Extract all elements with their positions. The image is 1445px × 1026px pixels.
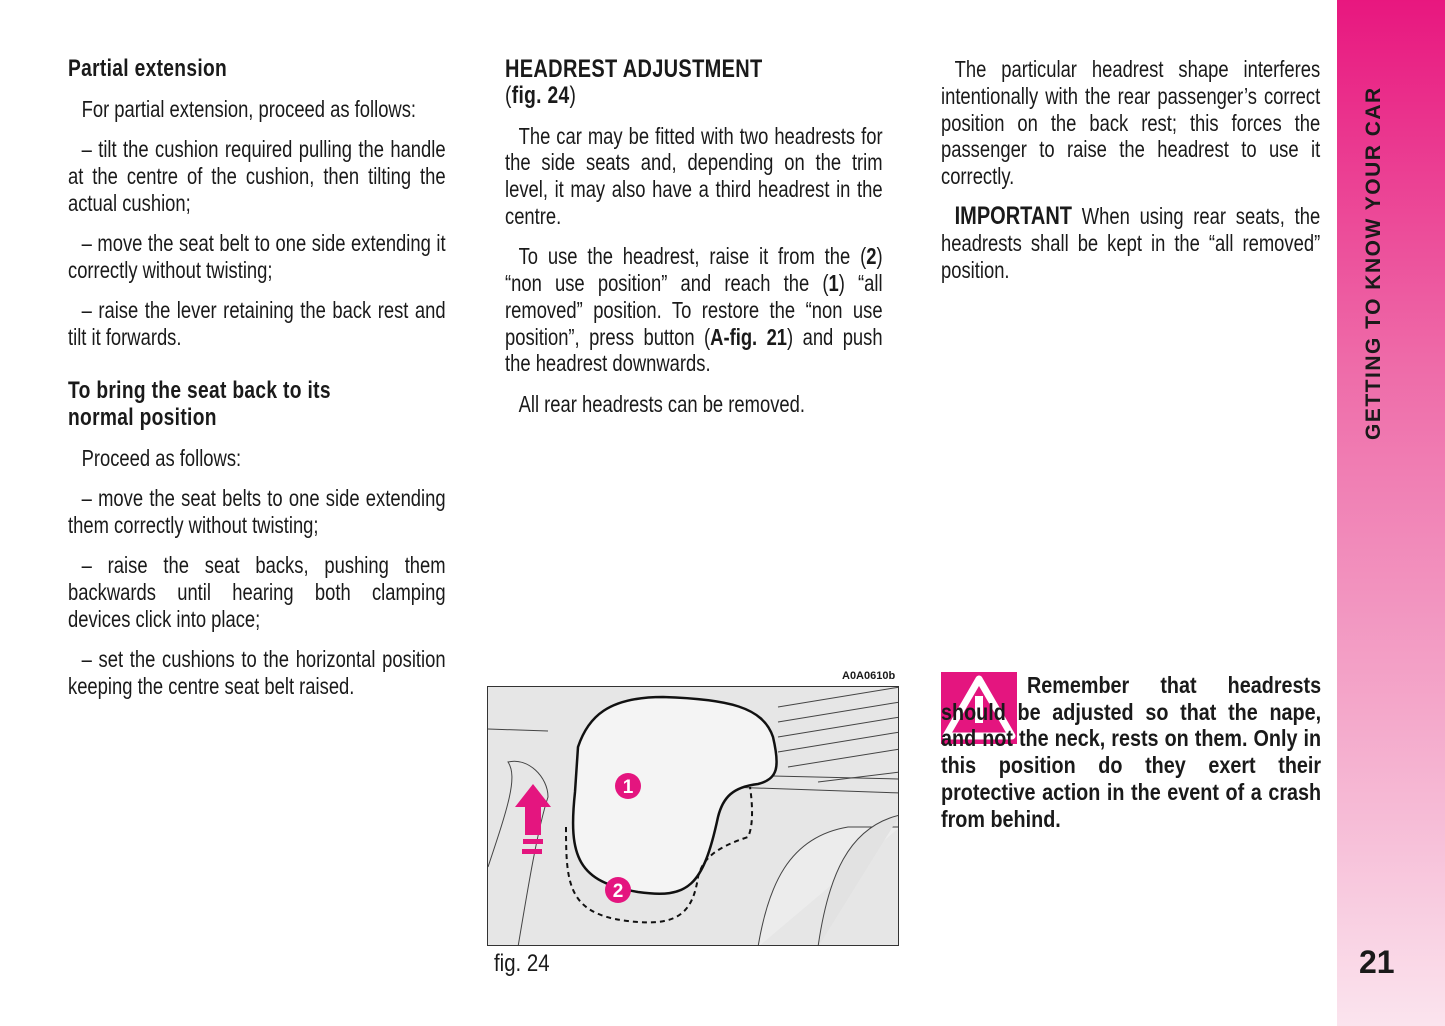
paragraph: Proceed as follows:	[81, 444, 242, 471]
column-middle	[505, 56, 977, 431]
ref: 1	[828, 270, 839, 297]
section-title: GETTING TO KNOW YOUR CAR	[1362, 86, 1385, 440]
heading-normal-position: To bring the seat back to its normal position	[68, 377, 331, 431]
text: ) “all removed” position. To restore the “non use position”, press button (	[505, 270, 883, 350]
figure-caption: fig. 24	[494, 950, 550, 977]
paragraph: – move the seat belts to one side extending them correctly without twisting;	[68, 485, 446, 538]
paragraph: The car may be fitted with two headrests for the side seats and, depending on the trim level, it may also have a third headrest in the centre.	[505, 122, 883, 229]
heading-partial-extension: Partial extension	[68, 55, 228, 82]
text: ) and push the headrest downwards.	[505, 323, 883, 377]
heading-headrest-adjustment	[505, 56, 883, 83]
warning-text: Remember that headrests should be adjusted so that the nape, and not the neck, rests on them. Only in this position do they exert their protective action in the event of a crash from behind.	[941, 672, 1322, 832]
paren: (	[505, 81, 512, 109]
paragraph: – tilt the cushion required pulling the handle at the centre of the cushion, then tilting the actual cushion;	[68, 136, 446, 216]
figure-label-1: 1	[622, 777, 634, 798]
paragraph-important	[941, 203, 1320, 283]
figure-label-2: 2	[612, 881, 624, 902]
text: When using rear seats, the headrests shall be kept in the “all removed” position.	[941, 203, 1321, 284]
warning-note	[941, 672, 1321, 832]
paragraph: All rear headrests can be removed.	[518, 390, 805, 417]
paren: )	[569, 81, 577, 109]
paragraph: – move the seat belt to one side extending it correctly without twisting;	[68, 229, 446, 283]
important-label: IMPORTANT	[954, 202, 1072, 231]
figure-headrest	[487, 686, 899, 946]
heading-figure-ref	[505, 83, 883, 110]
section-sidebar	[1337, 0, 1445, 1026]
figure-code: A0A0610b	[842, 670, 896, 682]
text: To use the headrest, raise it from the (	[518, 243, 867, 270]
heading-text: HEADREST ADJUSTMENT	[505, 55, 763, 83]
column-left	[68, 56, 540, 713]
paragraph	[505, 243, 883, 377]
figure-ref: fig. 24	[511, 81, 570, 109]
ref: A-fig. 21	[710, 323, 788, 350]
ref: 2	[866, 243, 877, 270]
paragraph: – raise the seat backs, pushing them backwards until hearing both clamping devices click into place;	[68, 552, 446, 632]
paragraph: – set the cushions to the horizontal position keeping the centre seat belt raised.	[68, 646, 446, 699]
paragraph: The particular headrest shape interferes intentionally with the rear passenger’s correct position on the back rest; this forces the passenger to raise the headrest to use it correctly.	[941, 56, 1321, 190]
paragraph: – raise the lever retaining the back rest and tilt it forwards.	[68, 297, 446, 350]
text: ) “non use position” and reach the (	[505, 243, 883, 297]
page-number: 21	[1359, 944, 1395, 980]
paragraph: For partial extension, proceed as follows:	[81, 95, 417, 122]
